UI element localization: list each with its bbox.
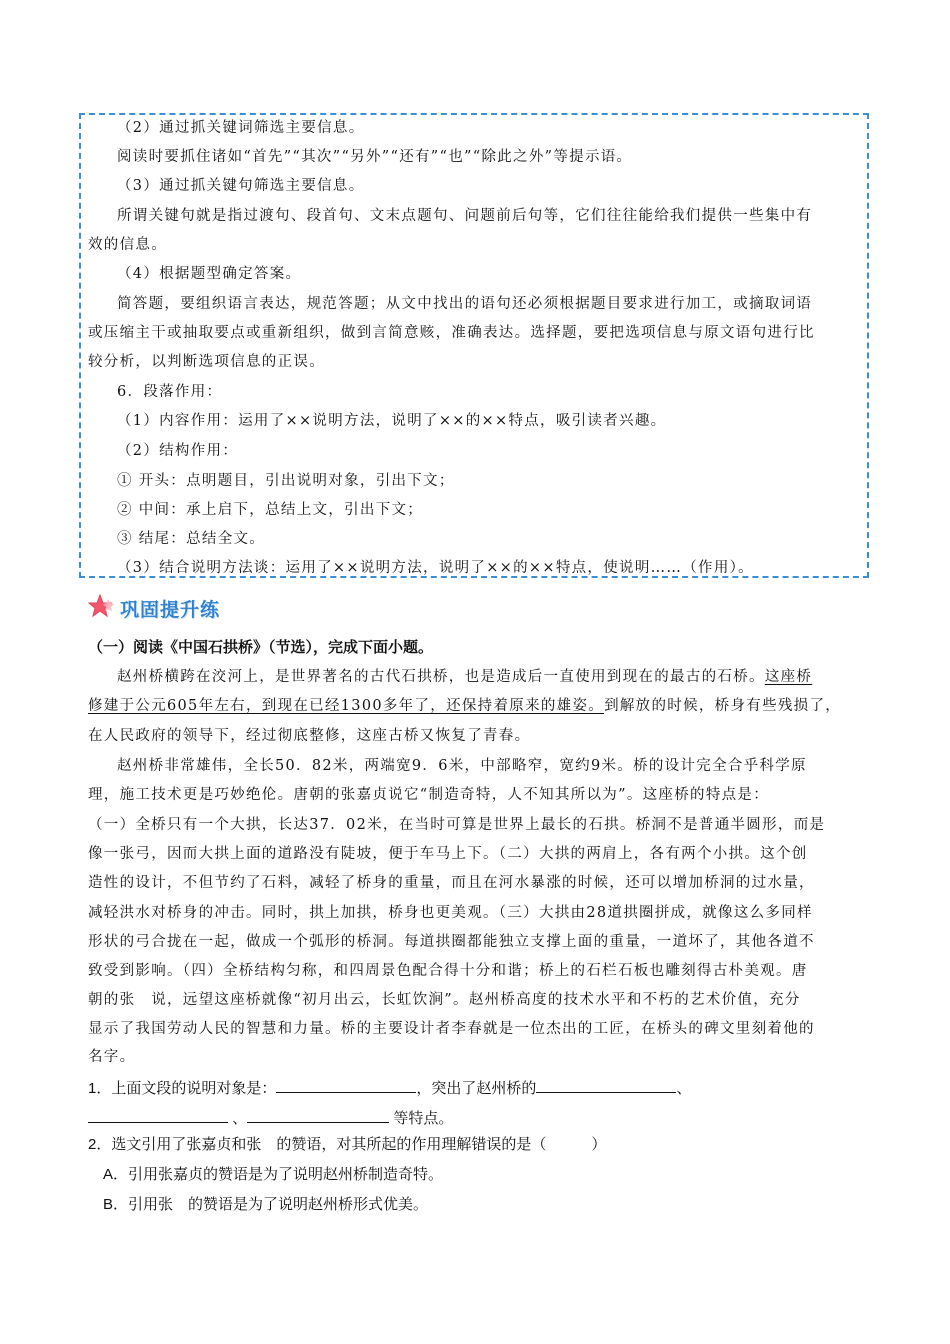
- box-line-15: ③ 结尾：总结全文。: [117, 531, 266, 547]
- question-1-text: 、: [676, 1080, 692, 1097]
- passage-p2-line-6: 减轻洪水对桥身的冲击。同时，拱上加拱，桥身也更美观。（三）大拱由28道拱圈拼成，就像这么多同样: [88, 905, 813, 921]
- passage-p2-line-5: 造性的设计，不但节约了石料，减轻了桥身的重量，而且在河水暴涨的时候，还可以增加桥洞的过水量，: [88, 875, 815, 891]
- box-line-4: 所谓关键句就是指过渡句、段首句、文末点题句、问题前后句等，它们往往能给我们提供一些集中有: [117, 208, 813, 224]
- underlined-sentence: 这座桥: [764, 669, 813, 685]
- passage-p2-line-11: 名字。: [88, 1049, 136, 1065]
- section-title: 巩固提升练: [120, 598, 221, 621]
- question-1-text: 1．上面文段的说明对象是：: [88, 1080, 277, 1097]
- option-a[interactable]: A．引用张嘉贞的赞语是为了说明赵州桥制造奇特。: [103, 1166, 444, 1183]
- question-group-title: （一）阅读《中国石拱桥》（节选），完成下面小题。: [88, 639, 434, 656]
- box-line-1: （2）通过抓关键词筛选主要信息。: [117, 120, 365, 136]
- box-line-11: （1）内容作用：运用了××说明方法，说明了××的××特点，吸引读者兴趣。: [117, 413, 667, 429]
- question-1-text: ，突出了赵州桥的: [416, 1080, 537, 1097]
- passage-text: 到解放的时候，桥身有些残损了，: [604, 698, 842, 714]
- question-2: 2．选文引用了张嘉贞和张 的赞语，对其所起的作用理解错误的是（ ）: [88, 1136, 607, 1153]
- box-line-12: （2）结构作用：: [117, 443, 239, 459]
- box-line-3: （3）通过抓关键句筛选主要信息。: [117, 178, 365, 194]
- passage-p2-line-3: （一）全桥只有一个大拱，长达37．02米，在当时可算是世界上最长的石拱。桥洞不是普通半圆形，而是: [88, 817, 826, 833]
- question-1-text: 等特点。: [393, 1110, 454, 1127]
- passage-p2-line-9: 朝的张 说，远望这座桥就像“初月出云，长虹饮涧”。赵州桥高度的技术水平和不朽的艺术价值，充分: [88, 992, 801, 1008]
- box-line-14: ② 中间：承上启下，总结上文，引出下文；: [117, 502, 424, 518]
- box-line-8: 或压缩主干或抽取要点或重新组织，做到言简意赅，准确表达。选择题，要把选项信息与原文语句进行比: [88, 325, 815, 341]
- box-line-9: 较分析，以判断选项信息的正误。: [88, 354, 325, 370]
- box-line-7: 简答题，要组织语言表达，规范答题；从文中找出的语句还必须根据题目要求进行加工，或摘取词语: [117, 296, 813, 312]
- passage-p1-line-3: 在人民政府的领导下，经过彻底整修，这座古桥又恢复了青春。: [88, 728, 531, 744]
- box-line-10: 6．段落作用：: [117, 384, 223, 400]
- star-icon: [88, 594, 114, 622]
- answer-blank-3[interactable]: [88, 1106, 228, 1123]
- box-line-6: （4）根据题型确定答案。: [117, 266, 302, 282]
- passage-p2-line-10: 显示了我国劳动人民的智慧和力量。桥的主要设计者李春就是一位杰出的工匠，在桥头的碑文里刻着他的: [88, 1021, 815, 1037]
- passage-text: 赵州桥横跨在洨河上，是世界著名的古代石拱桥，也是造成后一直使用到现在的最古的石桥。: [117, 669, 765, 685]
- box-line-13: ① 开头：点明题目，引出说明对象，引出下文；: [117, 473, 455, 489]
- box-line-5: 效的信息。: [88, 237, 167, 253]
- section-heading: [88, 593, 220, 623]
- underlined-sentence: 修建于公元605年左右，到现在已经1300多年了，还保持着原来的雄姿。: [88, 698, 605, 714]
- passage-p2-line-2: 理，施工技术更是巧妙绝伦。唐朝的张嘉贞说它“制造奇特，人不知其所以为”。这座桥的特点是：: [88, 787, 770, 803]
- question-1-text: 、: [232, 1110, 248, 1127]
- box-line-16: （3）结合说明方法谈：运用了××说明方法，说明了××的××特点，使说明……（作用）。: [117, 560, 754, 576]
- passage-p2-line-1: 赵州桥非常雄伟，全长50．82米，两端宽9．6米，中部略窄，宽约9米。桥的设计完全合乎科学原: [117, 758, 807, 774]
- option-b[interactable]: B．引用张 的赞语是为了说明赵州桥形式优美。: [103, 1196, 429, 1213]
- box-line-2: 阅读时要抓住诸如“首先”“其次”“另外”“还有”“也”“除此之外”等提示语。: [117, 149, 633, 165]
- passage-p1-line-2: [88, 695, 841, 717]
- question-1-line-2: [88, 1106, 453, 1130]
- question-1-line-1: [88, 1076, 691, 1100]
- answer-blank-2[interactable]: [536, 1076, 676, 1093]
- passage-p2-line-4: 像一张弓，因而大拱上面的道路没有陡坡，便于车马上下。（二）大拱的两肩上，各有两个小拱。这个创: [88, 846, 808, 862]
- answer-blank-4[interactable]: [247, 1106, 389, 1123]
- passage-p1-line-1: [117, 666, 812, 688]
- passage-p2-line-7: 形状的弓合拢在一起，做成一个弧形的桥洞。每道拱圈都能独立支撑上面的重量，一道坏了，其他各道不: [88, 934, 815, 950]
- passage-p2-line-8: 致受到影响。（四）全桥结构匀称，和四周景色配合得十分和谐；桥上的石栏石板也雕刻得古朴美观。唐: [88, 963, 808, 979]
- answer-blank-1[interactable]: [276, 1076, 416, 1093]
